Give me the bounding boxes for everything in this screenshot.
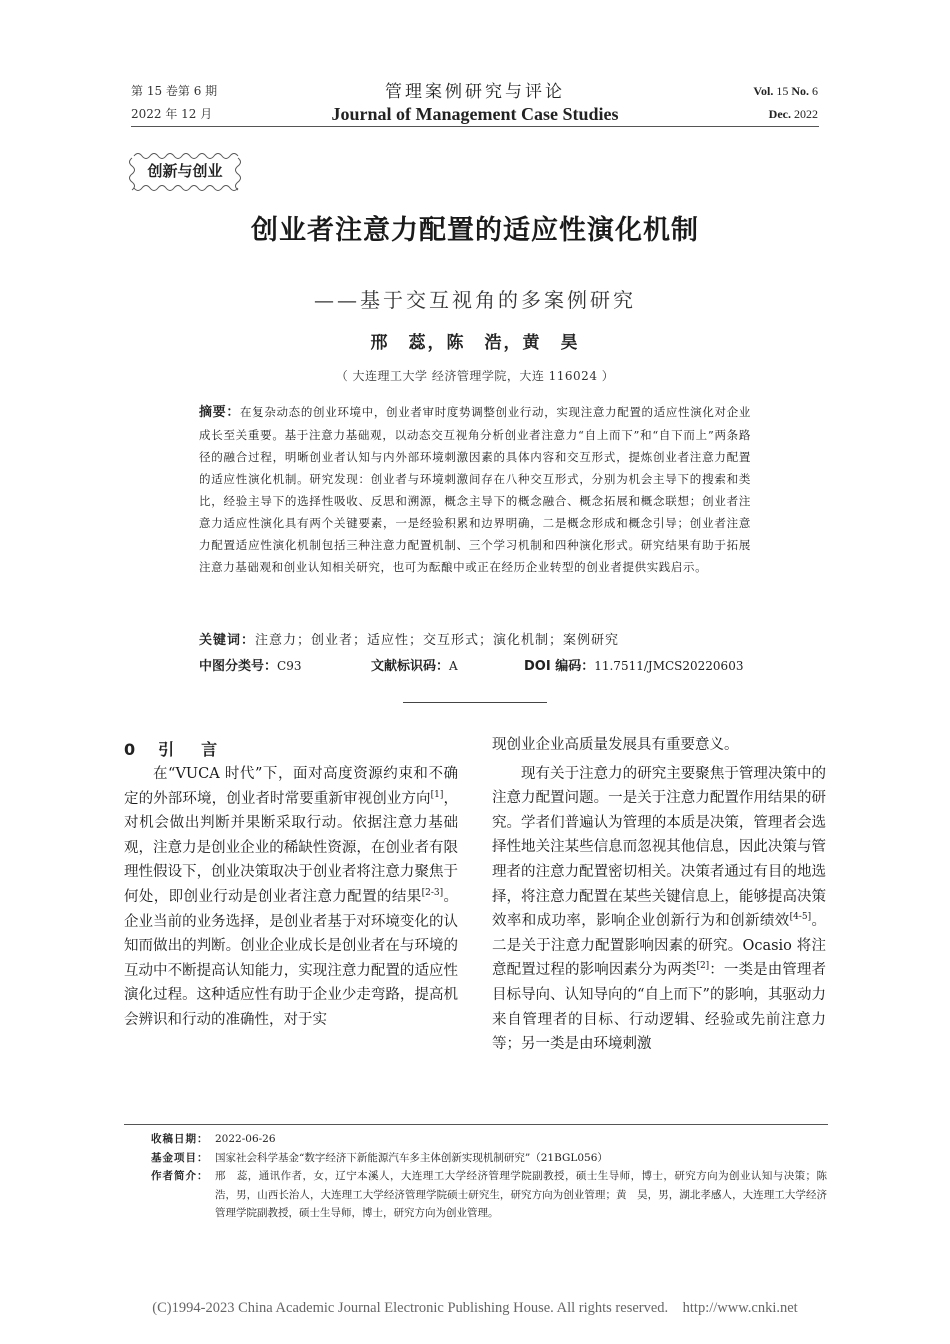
copyright-notice: (C)1994-2023 China Academic Journal Electronic Publishing House. All rights reserved. http://www.cnki.net <box>152 1300 798 1316</box>
month-en: Dec. <box>768 107 791 121</box>
classification-line <box>199 654 759 679</box>
volume-info <box>753 80 818 126</box>
body-column-left <box>124 762 458 1033</box>
issue-number: 第 15 卷第 6 期 <box>131 84 218 98</box>
citation: [4-5] <box>789 912 812 923</box>
footnote <box>151 1130 838 1223</box>
paragraph-1-part-1: 在“VUCA 时代”下，面对高度资源约束和不确定的外部环境，创业者时常要重新审视创业方向 <box>124 766 458 807</box>
doc-code-label: 文献标识码： <box>371 659 450 674</box>
received-date-label: 收稿日期： <box>151 1133 209 1145</box>
paragraph-1 <box>124 762 458 1033</box>
section-number: 0 <box>124 740 137 759</box>
fund-value: 国家社会科学基金“数字经济下新能源汽车多主体创新实现机制研究”（21BGL056） <box>215 1151 608 1164</box>
section-heading <box>124 737 218 760</box>
author-list: 邢 蕊，陈 浩，黄 昊 <box>370 333 580 353</box>
footnote-rule <box>124 1124 828 1125</box>
no-value: 6 <box>812 84 818 98</box>
paragraph-1-continued: 现创业企业高质量发展具有重要意义。 <box>492 737 739 753</box>
vol-label: Vol. <box>753 84 774 98</box>
journal-title-en: Journal of Management Case Studies <box>331 104 619 124</box>
abstract-text: 在复杂动态的创业环境中，创业者审时度势调整创业行动，实现注意力配置的适应性演化对企业成长至关重要。基于注意力基础观，以动态交互视角分析创业者注意力“自上而下”和“自下而上”两条路径的融合过程，明晰创业者认知与内外部环境刺激因素的具体内容和交互形式，提炼创业者注意力配置的适应性演化机制。研究发现：创业者与环境刺激间存在八种交互形式，分别为机会主导下的搜索和类比，经验主导下的选择性吸收、反思和溯源，概念主导下的概念融合、概念拓展和概念联想；创业者注意力适应性演化具有两个关键要素，一是经验积累和边界明确，二是概念形成和概念引导；创业者注意力配置适应性演化机制包括三种注意力配置机制、三个学习机制和四种演化形式。研究结果有助于拓展注意力基础观和创业认知相关研究，也可为酝酿中或正在经历企业转型的创业者提供实践启示。 <box>199 405 751 574</box>
abstract-label: 摘要： <box>199 405 241 420</box>
paragraph-1-part-2: ，对机会做出判断并果断采取行动。依据注意力基础观，注意力是创业企业的稀缺性资源，在创业者有限理性假设下，创业决策取决于创业者将注意力聚焦于何处，即创业行动是创业者注意力配置的结果 <box>124 790 459 905</box>
keywords-label: 关键词： <box>199 633 256 648</box>
paragraph-2-part-1: 现有关于注意力的研究主要聚焦于管理决策中的注意力配置问题。一是关于注意力配置作用结果的研究。学者们普遍认为管理的本质是决策，管理者会选择性地关注某些信息而忽视其他信息，因此决策与管理者的注意力配置密切相关。决策者通过有目的地选择，将注意力配置在某些关键信息上，能够提高决策效率和成功率，影响企业创新行为和创新绩效 <box>492 765 826 930</box>
paragraph-2 <box>492 762 826 1057</box>
abstract-divider <box>403 702 547 703</box>
section-title-char-2: 言 <box>201 740 219 759</box>
citation: [1] <box>430 789 444 800</box>
header-rule <box>131 126 819 127</box>
fund-label: 基金项目： <box>151 1151 209 1164</box>
issue-date: 2022 年 12 月 <box>131 107 213 121</box>
citation: [2] <box>696 961 710 972</box>
article-title: 创业者注意力配置的适应性演化机制 <box>251 215 699 246</box>
keywords <box>199 629 751 653</box>
clc-value: C93 <box>277 659 302 673</box>
abstract <box>199 401 751 578</box>
clc-label: 中图分类号： <box>199 659 278 674</box>
section-tag <box>126 150 244 194</box>
body-column-right <box>492 733 826 1057</box>
paragraph-2-part-3: ：一类是由管理者目标导向、认知导向的“自上而下”的影响，其驱动力来自管理者的目标、行动逻辑、经验或先前注意力等；另一类是由环境刺激 <box>492 962 827 1053</box>
keywords-text: 注意力；创业者；适应性；交互形式；演化机制；案例研究 <box>255 633 620 648</box>
author-bio-value: 邢 蕊，通讯作者，女，辽宁本溪人，大连理工大学经济管理学院副教授，硕士生导师，博士，研究方向为创业认知与决策；陈 浩，男，山西长治人，大连理工大学经济管理学院硕士研究生，研究方向为创业管理；黄 昊，男，湖北孝感人，大连理工大学经济管理学院副教授，硕士生导师，博士，研究方向为创业管理。 <box>215 1170 838 1219</box>
article-subtitle: ——基于交互视角的多案例研究 <box>314 288 636 312</box>
paragraph-2-part-2: 。二是关于注意力配置影响因素的研究。Ocasio 将注意配置过程的影响因素分为两类 <box>492 913 827 979</box>
paragraph-1-part-3: 。企业当前的业务选择，是创业者基于对环境变化的认知而做出的判断。创业企业成长是创业者在与环境的互动中不断提高认知能力，实现注意力配置的适应性演化过程。这种适应性有助于企业少走弯路，提高机会辨识和行动的准确性，对于实 <box>124 888 459 1028</box>
section-tag-label: 创新与创业 <box>147 162 223 180</box>
year-en: 2022 <box>794 107 818 121</box>
citation: [2-3] <box>421 888 444 899</box>
doi-value: 11.7511/JMCS20220603 <box>594 659 744 673</box>
received-date-value: 2022-06-26 <box>215 1133 276 1145</box>
affiliation: （ 大连理工大学 经济管理学院，大连 116024 ） <box>335 369 615 383</box>
journal-title-cn: 管理案例研究与评论 <box>385 82 565 102</box>
no-label: No. <box>791 84 809 98</box>
author-bio-label: 作者简介： <box>151 1170 209 1182</box>
doc-code-value: A <box>449 659 458 673</box>
doi-label: DOI 编码： <box>524 659 595 674</box>
vol-value: 15 <box>776 84 789 98</box>
section-title-char-1: 引 <box>158 740 176 759</box>
